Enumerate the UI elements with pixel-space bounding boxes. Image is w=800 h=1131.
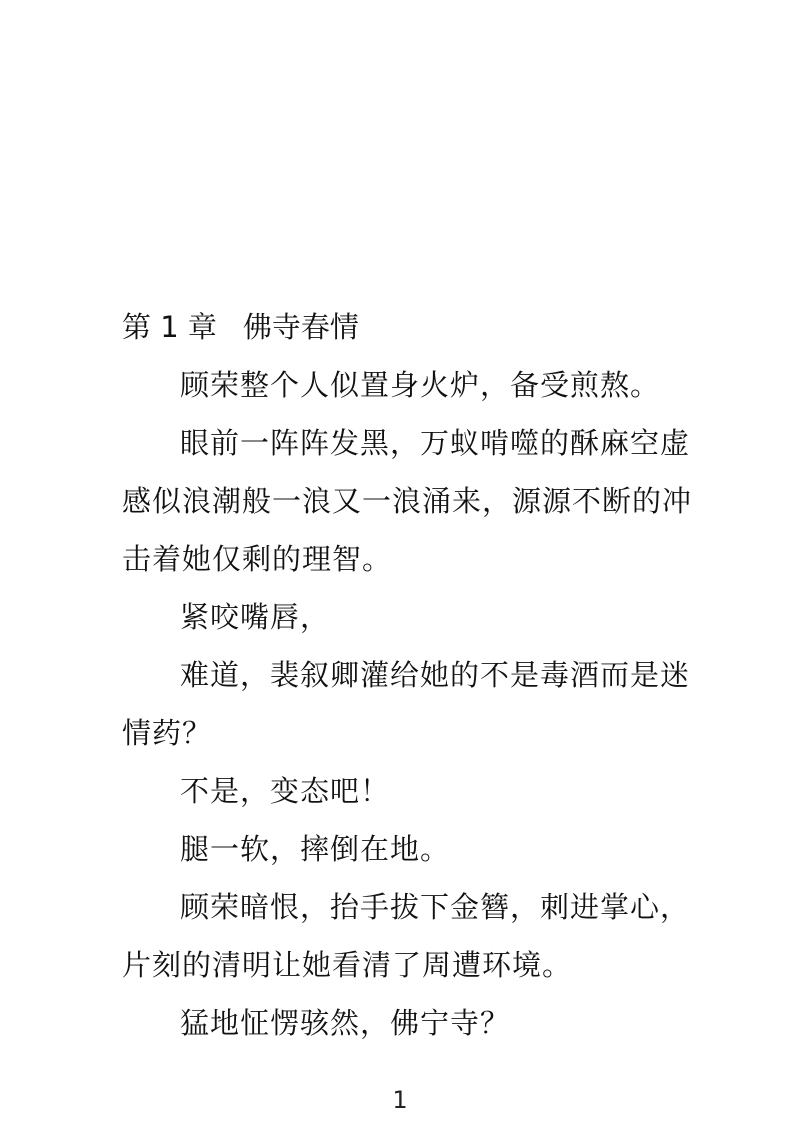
chapter-heading — [122, 298, 692, 356]
chapter-content — [122, 298, 692, 1052]
paragraph: 紧咬嘴唇， — [180, 600, 331, 634]
chapter-title: 佛寺春情 — [242, 310, 359, 344]
chapter-number: 第 1 章 — [122, 310, 217, 344]
paragraph: 顾荣暗恨，抬手拔下金簪，刺进掌心，片刻的清明让她看清了周遭环境。 — [122, 890, 691, 982]
paragraph: 眼前一阵阵发黑，万蚁啃噬的酥麻空虚感似浪潮般一浪又一浪涌来，源源不断的冲击着她仅剩的理智。 — [122, 426, 693, 576]
paragraph: 难道，裴叙卿灌给她的不是毒酒而是迷情药？ — [122, 658, 691, 750]
paragraph: 猛地怔愣骇然，佛宁寺？ — [180, 1006, 511, 1040]
paragraph: 腿一软，摔倒在地。 — [180, 832, 451, 866]
paragraph: 不是，变态吧！ — [180, 774, 391, 808]
paragraph: 顾荣整个人似置身火炉，备受煎熬。 — [180, 368, 661, 402]
page-number: 1 — [392, 1086, 408, 1114]
